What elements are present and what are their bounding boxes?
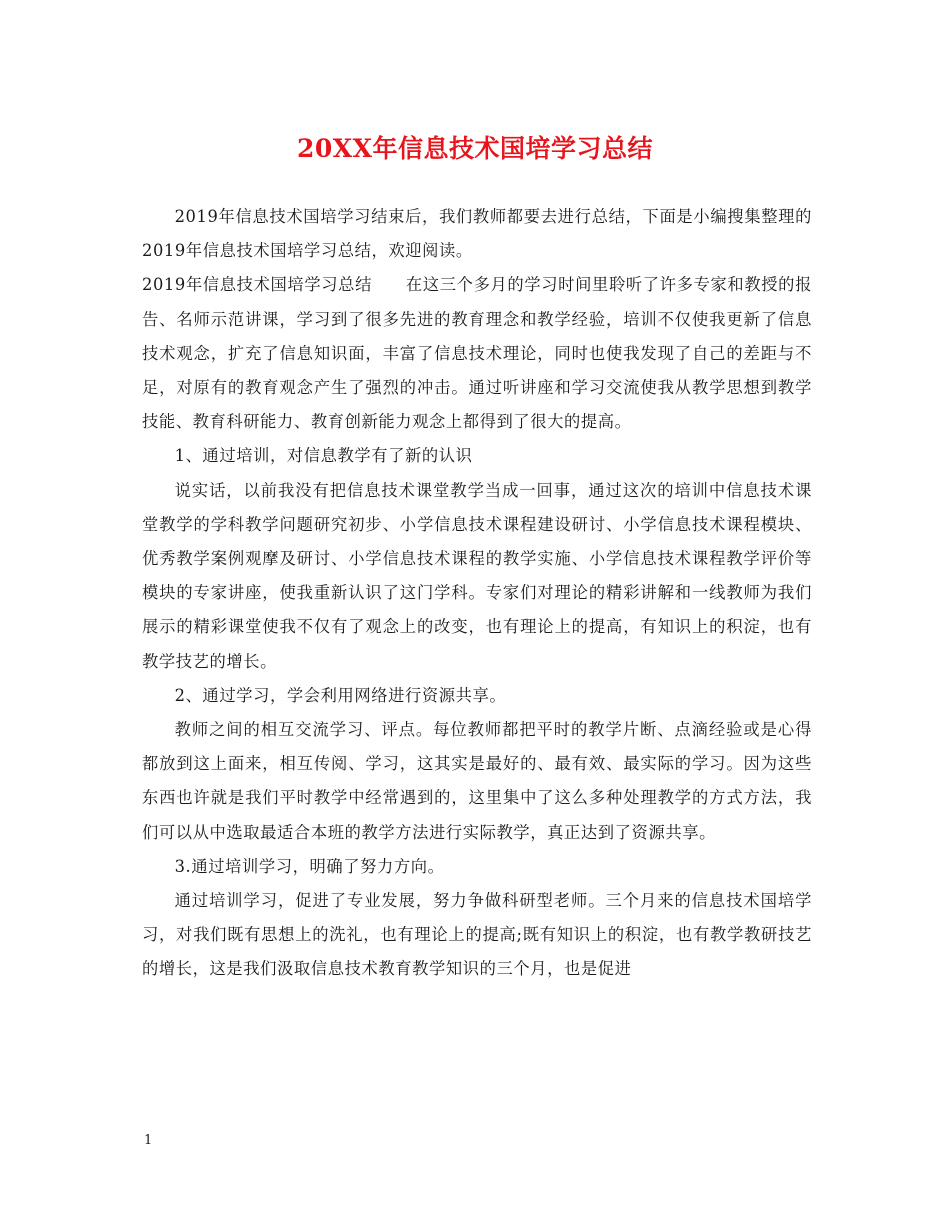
document-body	[142, 200, 812, 987]
section-heading-1: 1、通过培训，对信息教学有了新的认识	[174, 446, 473, 466]
summary-paragraph: 2019年信息技术国培学习总结 在这三个多月的学习时间里聆听了许多专家和教授的报告、名师示范讲课，学习到了很多先进的教育理念和教学经验，培训不仅使我更新了信息技术观念，扩充了信息知识面，丰富了信息技术理论，同时也使我发现了自己的差距与不足，对原有的教育观念产生了强烈的冲击。通过听讲座和学习交流使我从教学思想到教学技能、教育科研能力、教育创新能力观念上都得到了很大的提高。	[142, 275, 812, 432]
intro-paragraph: 2019年信息技术国培学习结束后，我们教师都要去进行总结，下面是小编搜集整理的2019年信息技术国培学习总结，欢迎阅读。	[142, 207, 812, 261]
section-paragraph-1: 说实话，以前我没有把信息技术课堂教学当成一回事，通过这次的培训中信息技术课堂教学的学科教学问题研究初步、小学信息技术课程建设研讨、小学信息技术课程模块、优秀教学案例观摩及研讨、小学信息技术课程的教学实施、小学信息技术课程教学评价等模块的专家讲座，使我重新认识了这门学科。专家们对理论的精彩讲解和一线教师为我们展示的精彩课堂使我不仅有了观念上的改变，也有理论上的提高，有知识上的积淀，也有教学技艺的增长。	[142, 480, 812, 671]
section-heading-2: 2、通过学习，学会利用网络进行资源共享。	[174, 685, 507, 705]
document-title: 20XX年信息技术国培学习总结	[296, 134, 654, 163]
section-heading-3: 3.通过培训学习，明确了努力方向。	[174, 856, 445, 876]
section-paragraph-2: 教师之间的相互交流学习、评点。每位教师都把平时的教学片断、点滴经验或是心得都放到这上面来，相互传阅、学习，这其实是最好的、最有效、最实际的学习。因为这些东西也许就是我们平时教学中经常遇到的，这里集中了这么多种处理教学的方式方法，我们可以从中选取最适合本班的教学方法进行实际教学，真正达到了资源共享。	[142, 720, 812, 842]
page-number: 1	[144, 1133, 153, 1148]
section-paragraph-3: 通过培训学习，促进了专业发展，努力争做科研型老师。三个月来的信息技术国培学习，对我们既有思想上的洗礼，也有理论上的提高;既有知识上的积淀，也有教学教研技艺的增长，这是我们汲取信息技术教育教学知识的三个月，也是促进	[142, 891, 812, 979]
